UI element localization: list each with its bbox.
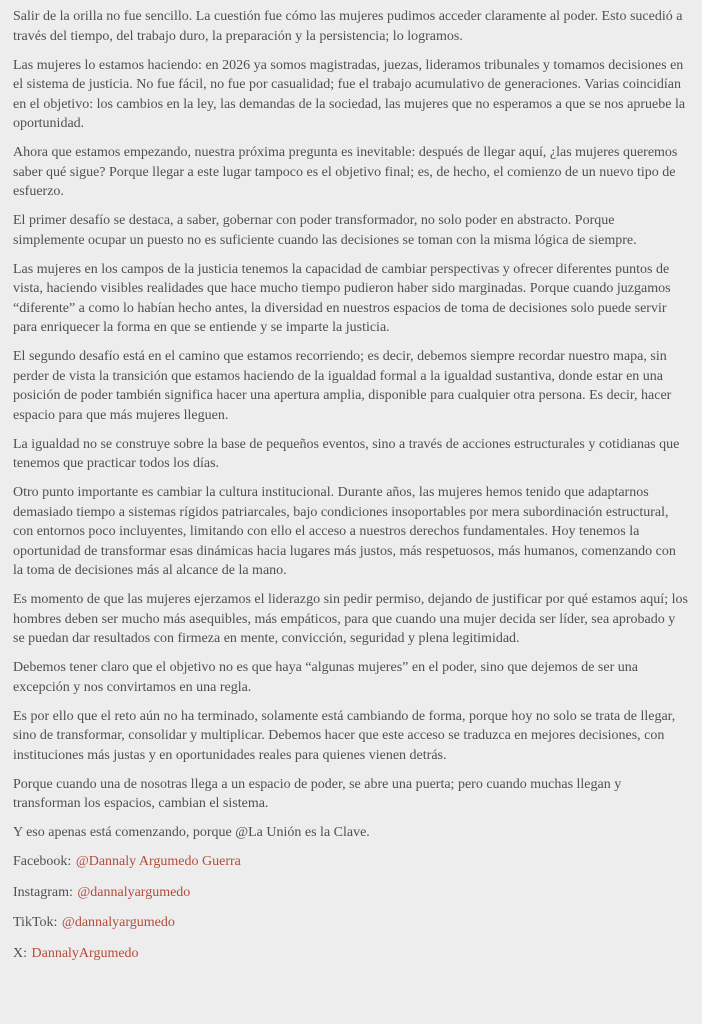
tiktok-profile-link[interactable]: @dannalyargumedo bbox=[61, 915, 175, 930]
paragraph-next-question: Ahora que estamos empezando, nuestra próxima pregunta es inevitable: después de llegar aquí, ¿las mujeres queremos saber qué sigue? Porque llegar a este lugar tampoco es el objetivo final; es, de hecho, el comienzo de un nuevo tipo de esfuerzo. bbox=[13, 145, 678, 199]
x-profile-link[interactable]: DannalyArgumedo bbox=[31, 945, 139, 961]
x-label: X: bbox=[13, 945, 27, 961]
facebook-label: Facebook: bbox=[13, 854, 72, 869]
instagram-profile-link[interactable]: @dannalyargumedo bbox=[77, 884, 191, 900]
instagram-label: Instagram: bbox=[13, 884, 73, 900]
paragraph-justice-perspectives: Las mujeres en los campos de la justicia tenemos la capacidad de cambiar perspectivas y ofrecer diferentes puntos de vista, haciendo visibles realidades que hace mucho tiempo pudieron haber sido marginadas. Porque cuando juzgamos “diferente” a como lo habían hecho antes, la diversidad en nuestros espacios de toma de decisiones solo puede servir para enriquecer la forma en que se entiende y se imparte la justicia. bbox=[13, 261, 671, 335]
facebook-profile-link[interactable]: @Dannaly Argumedo Guerra bbox=[75, 854, 241, 869]
social-line-facebook bbox=[13, 852, 689, 872]
paragraph-first-challenge: El primer desafío se destaca, a saber, gobernar con poder transformador, no solo poder en abstracto. Porque simplemente ocupar un puesto no es suficiente cuando las decisiones se toman con la misma lógica de siempre. bbox=[13, 213, 637, 248]
tiktok-label: TikTok: bbox=[13, 915, 58, 930]
paragraph-institutional-culture: Otro punto importante es cambiar la cultura institucional. Durante años, las mujeres hemos tenido que adaptarnos demasiado tiempo a sistemas rígidos patriarcales, bajo condiciones insoportables por mera subordinación estructural, con entornos poco incluyentes, limitando con ello el acceso a nuestros derechos fundamentales. Hoy tenemos la oportunidad de transformar esas dinámicas hacia lugares más justos, más respetuosos, más humanos, comenzando con la toma de decisiones más al alcance de la mano. bbox=[13, 485, 676, 578]
social-line-instagram bbox=[13, 883, 689, 903]
paragraph-intro: Salir de la orilla no fue sencillo. La cuestión fue cómo las mujeres pudimos acceder claramente al poder. Esto sucedió a través del tiempo, del trabajo duro, la preparación y la persistencia; lo logramos. bbox=[13, 9, 683, 44]
paragraph-second-challenge: El segundo desafío está en el camino que estamos recorriendo; es decir, debemos siempre recordar nuestro mapa, sin perder de vista la transición que estamos haciendo de la igualdad formal a la igualdad sustantiva, donde estar en una posición de poder también significa hacer una apertura amplia, disponible para cualquier otra persona. Es decir, hacer espacio para que más mujeres lleguen. bbox=[13, 349, 672, 423]
paragraph-closing: Y eso apenas está comenzando, porque @La Unión es la Clave. bbox=[13, 825, 370, 840]
paragraph-leadership: Es momento de que las mujeres ejerzamos el liderazgo sin pedir permiso, dejando de justificar por qué estamos aquí; los hombres deben ser mucho más asequibles, más empáticos, para que cuando una mujer decida ser líder, sea aprobado y se puedan dar resultados con firmeza en mente, convicción, seguridad y plena legitimidad. bbox=[13, 592, 688, 646]
paragraph-open-door: Porque cuando una de nosotras llega a un espacio de poder, se abre una puerta; pero cuando muchas llegan y transforman los espacios, cambian el sistema. bbox=[13, 776, 622, 811]
social-line-x bbox=[13, 944, 689, 964]
paragraph-rule-not-exception: Debemos tener claro que el objetivo no es que haya “algunas mujeres” en el poder, sino que dejemos de ser una excepción y nos convirtamos en una regla. bbox=[13, 660, 638, 695]
paragraph-equality: La igualdad no se construye sobre la base de pequeños eventos, sino a través de acciones estructurales y cotidianas que tenemos que practicar todos los días. bbox=[13, 436, 680, 471]
paragraph-challenge-continues: Es por ello que el reto aún no ha terminado, solamente está cambiando de forma, porque hoy no solo se trata de llegar, sino de transformar, consolidar y multiplicar. Debemos hacer que este acceso se traduzca en mejores decisiones, con instituciones más justas y en oportunidades reales para quienes vienen detrás. bbox=[13, 708, 676, 763]
social-line-tiktok bbox=[13, 913, 689, 933]
paragraph-2026: Las mujeres lo estamos haciendo: en 2026 ya somos magistradas, juezas, lideramos tribunales y tomamos decisiones en el sistema de justicia. No fue fácil, no fue por casualidad; fue el trabajo acumulativo de generaciones. Varias coincidían en el objetivo: los cambios en la ley, las demandas de la sociedad, las mujeres que no esperamos a que se nos apruebe la oportunidad. bbox=[13, 57, 686, 131]
